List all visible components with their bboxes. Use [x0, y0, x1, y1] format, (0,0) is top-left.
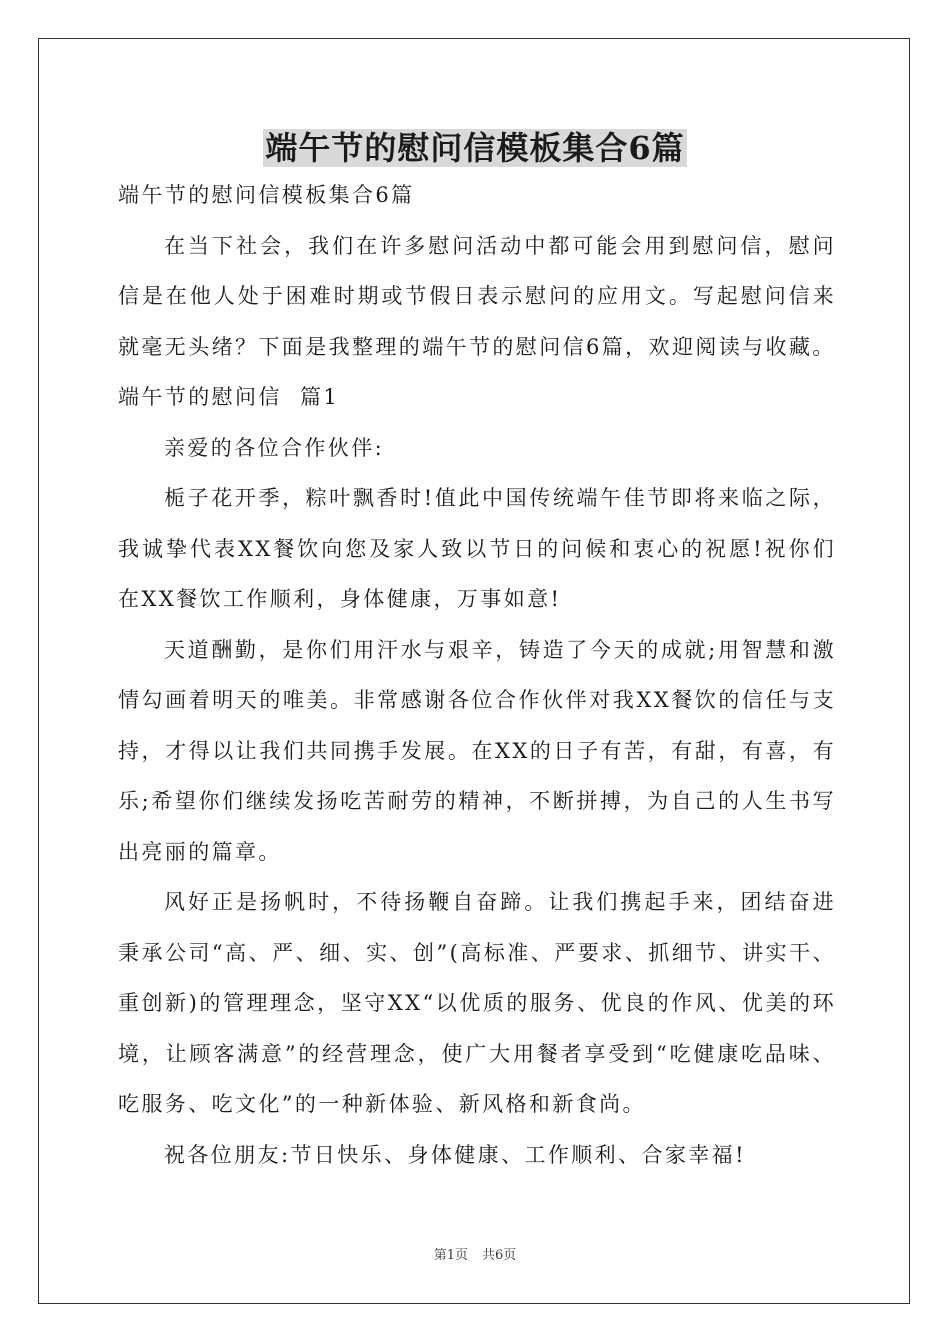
- intro-paragraph: 在当下社会，我们在许多慰问活动中都可能会用到慰问信，慰问信是在他人处于困难时期或节假日表示慰问的应用文。写起慰问信来就毫无头绪？下面是我整理的端午节的慰问信6篇，欢迎阅读与收藏。: [118, 233, 836, 359]
- document-title: [0, 126, 950, 170]
- body-paragraph: 天道酬勤，是你们用汗水与艰辛，铸造了今天的成就;用智慧和激情勾画着明天的唯美。非常感谢各位合作伙伴对我XX餐饮的信任与支持，才得以让我们共同携手发展。在XX的日子有苦，有甜，有喜，有乐;希望你们继续发扬吃苦耐劳的精神，不断拼搏，为自己的人生书写出亮丽的篇章。: [118, 637, 836, 864]
- body-paragraph: 风好正是扬帆时，不待扬鞭自奋蹄。让我们携起手来，团结奋进秉承公司“高、严、细、实、创”(高标准、严要求、抓细节、讲实干、重创新)的管理理念，坚守XX“以优质的服务、优良的作风、优美的环境，让顾客满意”的经营理念，使广大用餐者享受到“吃健康吃品味、吃服务、吃文化”的一种新体验、新风格和新食尚。: [118, 890, 836, 1116]
- document-subtitle: 端午节的慰问信模板集合6篇: [118, 183, 415, 207]
- document-body: [118, 170, 836, 1180]
- section-heading: 端午节的慰问信 篇1: [118, 385, 340, 409]
- page-number-current: 第1页: [433, 1248, 468, 1263]
- document-title-text: 端午节的慰问信模板集合6篇: [265, 129, 685, 167]
- page-footer: [0, 1247, 950, 1265]
- page-number-total: 共6页: [482, 1248, 517, 1263]
- closing-paragraph: 祝各位朋友:节日快乐、身体健康、工作顺利、合家幸福!: [164, 1142, 746, 1167]
- body-paragraph: 栀子花开季，粽叶飘香时!值此中国传统端午佳节即将来临之际，我诚挚代表XX餐饮向您及家人致以节日的问候和衷心的祝愿!祝你们在XX餐饮工作顺利，身体健康，万事如意!: [118, 486, 836, 611]
- salutation: 亲爱的各位合作伙伴:: [164, 435, 385, 460]
